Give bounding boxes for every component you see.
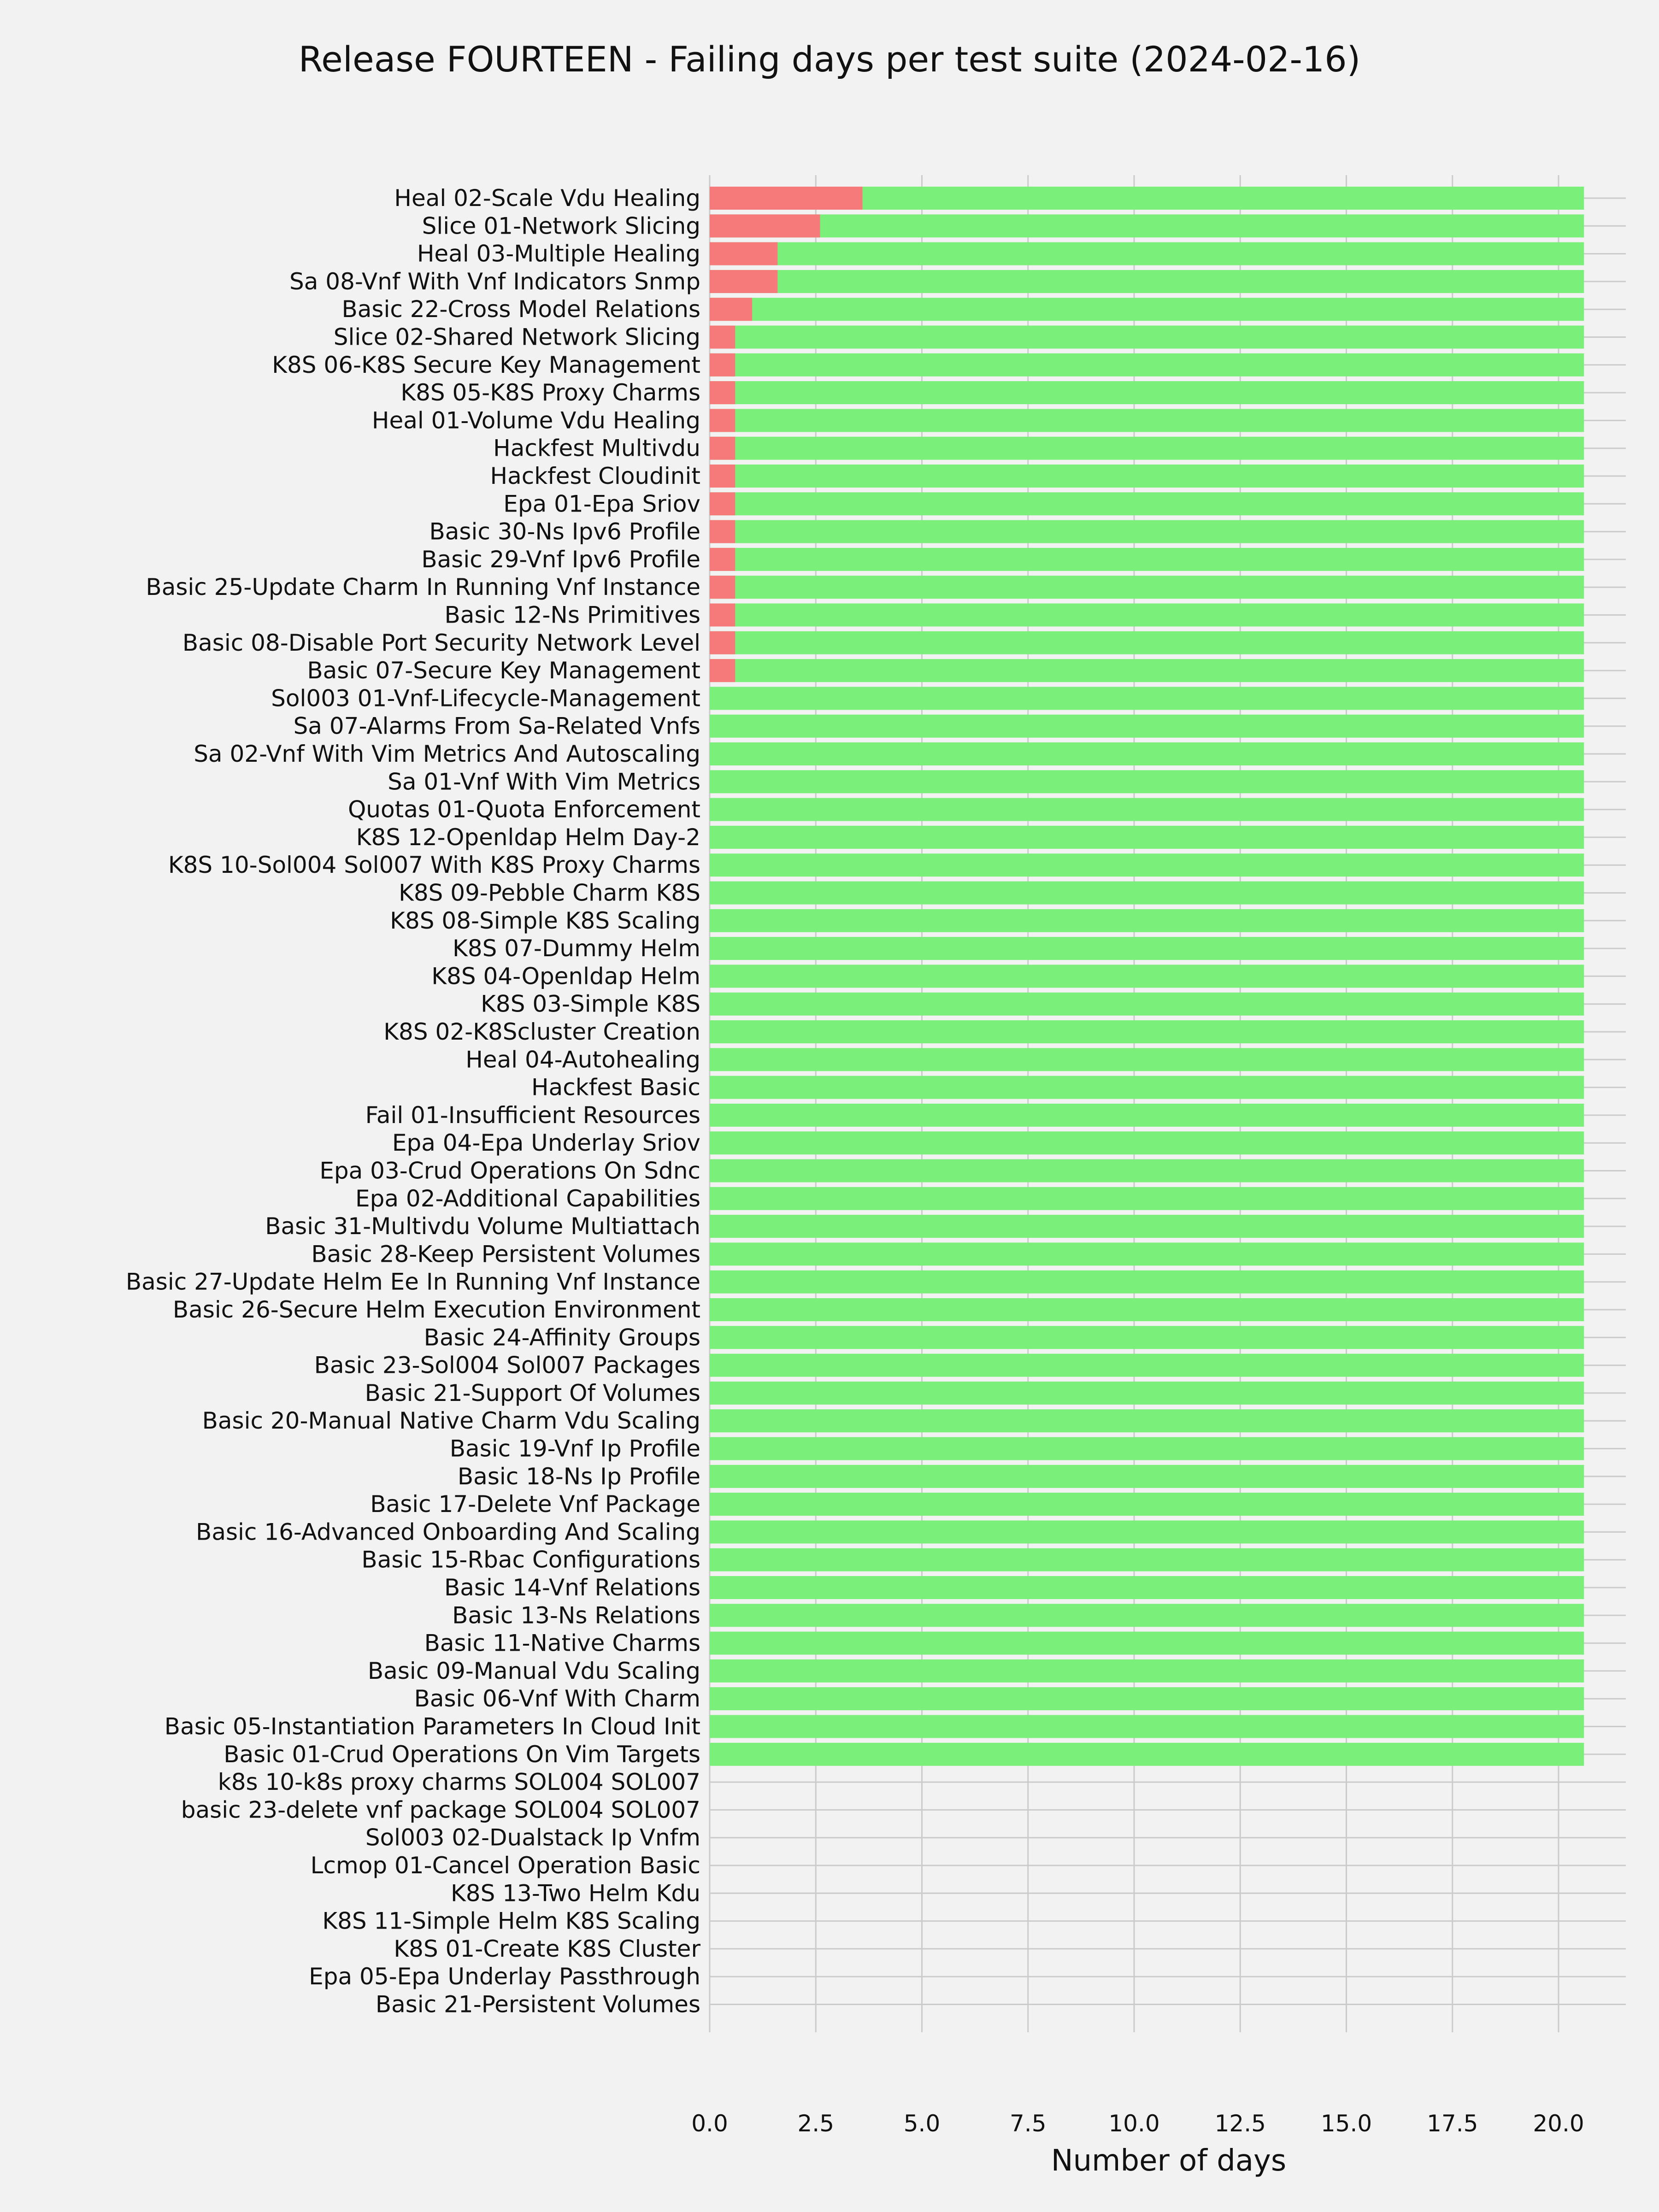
y-category-label: Basic 13-Ns Relations [452,1602,700,1629]
bar-failing-days [710,659,735,682]
bar-total-days [710,853,1584,877]
y-category-label: k8s 10-k8s proxy charms SOL004 SOL007 [218,1769,700,1796]
bar-total-days [710,993,1584,1016]
bar-total-days [710,214,1584,237]
bar-total-days [710,1604,1584,1627]
bar-failing-days [710,353,735,377]
y-category-label: Hackfest Multivdu [493,435,700,462]
y-category-label: Hackfest Cloudinit [490,463,700,489]
y-category-label: Basic 28-Keep Persistent Volumes [311,1241,700,1268]
bar-total-days [710,1159,1584,1182]
bar-failing-days [710,576,735,599]
x-tick-label: 5.0 [903,2110,941,2137]
x-tick-label: 20.0 [1533,2110,1584,2137]
bar-failing-days [710,520,735,543]
bar-total-days [710,1131,1584,1154]
bar-total-days [710,1520,1584,1543]
y-category-label: Basic 19-Vnf Ip Profile [449,1435,700,1462]
bar-total-days [710,882,1584,905]
x-tick-label: 12.5 [1214,2110,1266,2137]
x-axis-ticks [691,2110,1584,2137]
y-category-label: Basic 17-Delete Vnf Package [370,1491,700,1518]
y-category-label: Basic 07-Secure Key Management [307,657,700,684]
y-category-label: Basic 27-Update Helm Ee In Running Vnf Instance [125,1268,700,1295]
bar-total-days [710,1659,1584,1683]
y-category-label: Basic 06-Vnf With Charm [414,1685,700,1712]
bar-total-days [710,770,1584,793]
bar-total-days [710,548,1584,571]
bar-failing-days [710,604,735,627]
bar-total-days [710,1104,1584,1127]
bar-failing-days [710,437,735,460]
bar-total-days [710,687,1584,710]
bar-total-days [710,1242,1584,1265]
x-tick-label: 0.0 [691,2110,728,2137]
y-category-label: Epa 02-Additional Capabilities [355,1185,700,1212]
y-category-label: K8S 12-Openldap Helm Day-2 [356,824,700,851]
y-category-label: Sa 02-Vnf With Vim Metrics And Autoscaling [194,741,700,767]
bar-total-days [710,659,1584,682]
y-category-label: K8S 07-Dummy Helm [453,935,700,962]
bar-total-days [710,298,1584,321]
bar-total-days [710,242,1584,265]
bar-total-days [710,1187,1584,1210]
y-category-label: K8S 02-K8Scluster Creation [383,1018,700,1045]
bar-total-days [710,742,1584,765]
bar-total-days [710,520,1584,543]
bar-total-days [710,353,1584,377]
y-category-label: Heal 03-Multiple Healing [417,240,700,267]
x-axis-label: Number of days [1051,2144,1287,2178]
bar-failing-days [710,492,735,515]
bar-total-days [710,1020,1584,1043]
y-category-label: Basic 24-Affinity Groups [424,1324,700,1351]
bar-total-days [710,1687,1584,1710]
y-category-label: K8S 04-Openldap Helm [431,963,700,990]
y-category-label: Basic 29-Vnf Ipv6 Profile [421,546,700,573]
y-category-label: Basic 30-Ns Ipv6 Profile [429,518,700,545]
bar-total-days [710,409,1584,432]
y-category-label: Lcmop 01-Cancel Operation Basic [310,1852,700,1879]
bar-total-days [710,798,1584,821]
y-category-label: Basic 05-Instantiation Parameters In Cloud Init [164,1713,700,1740]
y-category-label: K8S 11-Simple Helm K8S Scaling [322,1907,700,1935]
bar-total-days [710,1354,1584,1377]
x-tick-label: 10.0 [1108,2110,1160,2137]
bar-total-days [710,326,1584,349]
y-category-label: Sa 07-Alarms From Sa-Related Vnfs [293,712,700,740]
bar-failing-days [710,409,735,432]
y-category-label: K8S 10-Sol004 Sol007 With K8S Proxy Charms [168,852,700,879]
bar-total-days [710,937,1584,960]
bar-failing-days [710,187,863,210]
x-tick-label: 15.0 [1320,2110,1372,2137]
bar-failing-days [710,465,735,488]
bar-total-days [710,1271,1584,1294]
y-category-label: Basic 31-Multivdu Volume Multiattach [265,1213,700,1240]
bar-total-days [710,437,1584,460]
bar-total-days [710,381,1584,404]
y-category-label: Basic 23-Sol004 Sol007 Packages [314,1352,700,1379]
bar-total-days [710,604,1584,627]
y-category-label: K8S 03-Simple K8S [481,990,700,1018]
x-tick-label: 2.5 [797,2110,835,2137]
y-category-label: Quotas 01-Quota Enforcement [347,796,700,823]
bar-total-days [710,1743,1584,1766]
y-category-label: Epa 01-Epa Sriov [503,490,700,518]
bar-total-days [710,1437,1584,1460]
y-category-label: K8S 09-Pebble Charm K8S [399,879,700,906]
y-category-label: Sa 01-Vnf With Vim Metrics [388,768,700,795]
bar-failing-days [710,381,735,404]
y-category-label: K8S 06-K8S Secure Key Management [272,351,700,378]
y-category-label: Sa 08-Vnf With Vnf Indicators Snmp [289,268,700,295]
y-category-label: Epa 04-Epa Underlay Sriov [392,1130,700,1157]
y-category-label: Basic 12-Ns Primitives [444,601,700,629]
y-category-label: Basic 21-Support Of Volumes [365,1379,700,1406]
bars [710,187,1584,1766]
chart-title: Release FOURTEEN - Failing days per test suite (2024-02-16) [298,39,1361,80]
y-category-label: basic 23-delete vnf package SOL004 SOL007 [181,1796,700,1824]
y-category-label: Basic 21-Persistent Volumes [375,1991,700,2018]
y-category-label: Hackfest Basic [531,1074,700,1101]
y-category-label: Slice 02-Shared Network Slicing [333,324,700,351]
bar-total-days [710,492,1584,515]
bar-failing-days [710,270,777,293]
y-category-label: Basic 22-Cross Model Relations [341,296,700,323]
bar-failing-days [710,214,820,237]
y-category-label: Basic 26-Secure Helm Execution Environment [172,1296,700,1323]
bar-total-days [710,465,1584,488]
y-category-label: K8S 08-Simple K8S Scaling [390,907,700,934]
y-category-label: Epa 03-Crud Operations On Sdnc [319,1157,700,1184]
bar-total-days [710,1326,1584,1349]
y-category-label: Basic 15-Rbac Configurations [361,1546,700,1573]
bar-total-days [710,576,1584,599]
y-category-label: Epa 05-Epa Underlay Passthrough [309,1963,700,1990]
y-category-label: Heal 01-Volume Vdu Healing [371,407,700,434]
bar-total-days [710,1298,1584,1321]
bar-total-days [710,1576,1584,1599]
bar-total-days [710,826,1584,849]
y-category-label: K8S 05-K8S Proxy Charms [400,379,700,406]
bar-failing-days [710,326,735,349]
bar-total-days [710,1048,1584,1071]
bar-total-days [710,965,1584,988]
y-category-label: Basic 01-Crud Operations On Vim Targets [224,1741,700,1768]
bar-total-days [710,909,1584,932]
y-category-label: Basic 08-Disable Port Security Network Level [182,629,700,656]
y-category-label: Basic 11-Native Charms [424,1630,700,1657]
bar-failing-days [710,298,752,321]
y-category-label: Basic 20-Manual Native Charm Vdu Scaling [202,1407,700,1435]
y-category-label: Sol003 01-Vnf-Lifecycle-Management [271,685,700,712]
bar-total-days [710,1465,1584,1488]
bar-total-days [710,1715,1584,1738]
y-category-label: Fail 01-Insufficient Resources [365,1101,700,1129]
y-category-label: Slice 01-Network Slicing [422,212,700,240]
bar-failing-days [710,242,777,265]
bar-failing-days [710,548,735,571]
bar-total-days [710,1493,1584,1516]
bar-total-days [710,1076,1584,1099]
bar-total-days [710,715,1584,738]
bar-total-days [710,1632,1584,1655]
y-category-label: K8S 01-Create K8S Cluster [394,1935,700,1962]
bar-total-days [710,631,1584,654]
bar-total-days [710,1382,1584,1405]
bar-total-days [710,1215,1584,1238]
y-category-label: Basic 14-Vnf Relations [444,1574,700,1601]
x-tick-label: 7.5 [1009,2110,1047,2137]
y-category-label: Basic 18-Ns Ip Profile [457,1463,700,1490]
y-category-label: Basic 09-Manual Vdu Scaling [367,1657,700,1684]
bar-total-days [710,1409,1584,1432]
bar-failing-days [710,631,735,654]
y-category-label: Basic 25-Update Charm In Running Vnf Instance [146,574,700,601]
bar-total-days [710,270,1584,293]
y-category-label: Sol003 02-Dualstack Ip Vnfm [365,1824,700,1851]
y-category-label: Heal 02-Scale Vdu Healing [394,185,700,212]
y-category-label: Basic 16-Advanced Onboarding And Scaling [196,1518,700,1546]
x-tick-label: 17.5 [1427,2110,1478,2137]
y-category-label: Heal 04-Autohealing [465,1046,700,1073]
y-category-label: K8S 13-Two Helm Kdu [450,1880,700,1907]
bar-total-days [710,1548,1584,1571]
